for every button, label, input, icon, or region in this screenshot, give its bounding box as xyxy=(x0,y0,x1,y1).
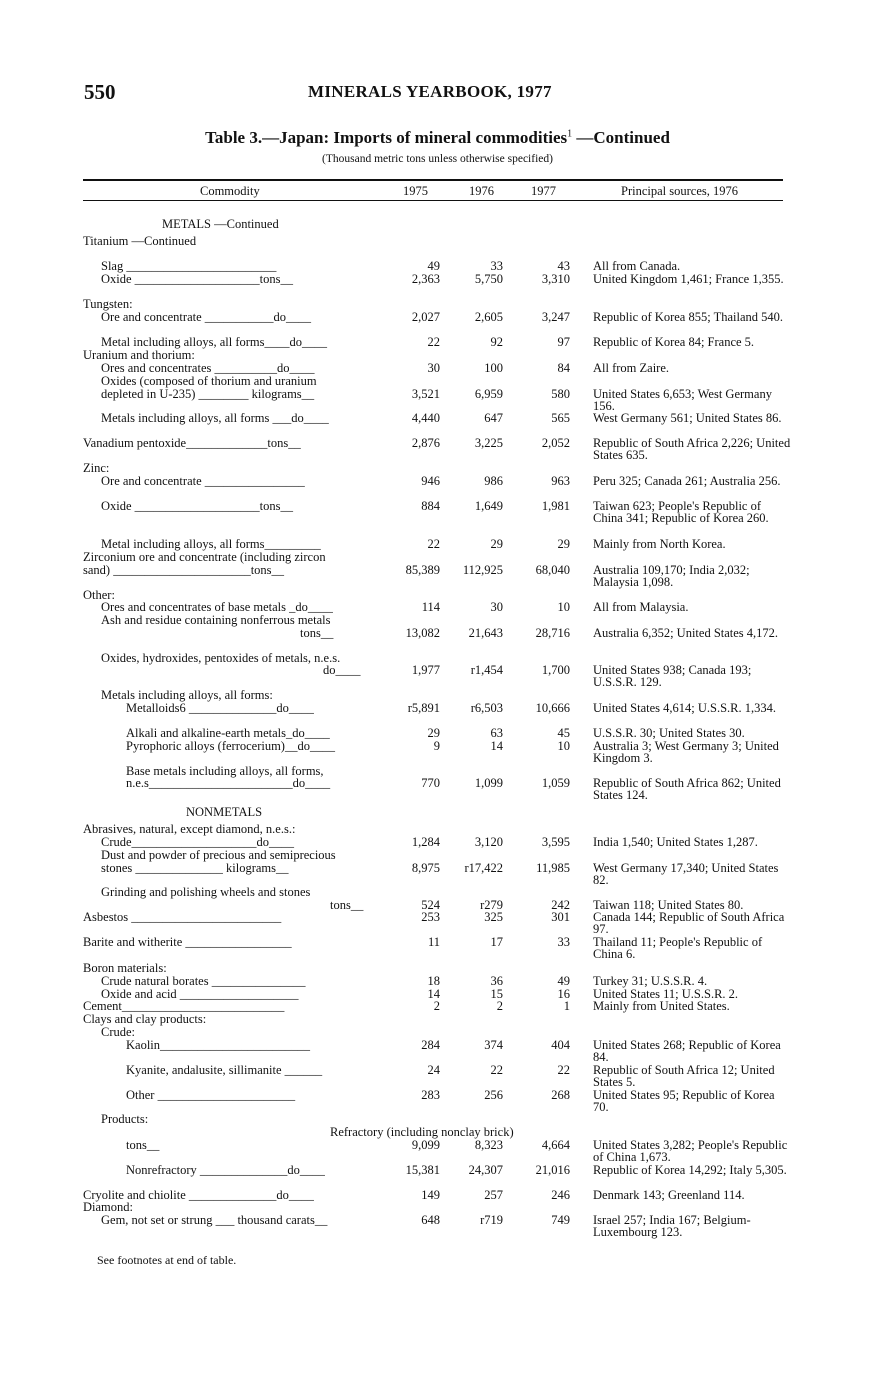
running-title: MINERALS YEARBOOK, 1977 xyxy=(308,82,552,101)
row-label: stones ______________ kilograms__ xyxy=(101,861,289,875)
row-label: Gem, not set or strung ___ thousand carats__ xyxy=(101,1213,328,1227)
row-label: Crude____________________do____ xyxy=(101,835,295,849)
value-1976: 325 xyxy=(484,910,503,924)
principal-sources: United States 95; Republic of Korea 70. xyxy=(593,1088,775,1114)
principal-sources: Mainly from United States. xyxy=(593,999,730,1013)
row-label: tons__ xyxy=(330,898,364,912)
row-label: Other: xyxy=(83,588,115,602)
value-1977: 1,700 xyxy=(541,663,570,677)
value-1976: 3,120 xyxy=(474,835,503,849)
table-top-rule xyxy=(83,179,783,181)
column-header-sources: Principal sources, 1976 xyxy=(621,184,738,198)
value-1975: 22 xyxy=(427,537,440,551)
row-label: Crude natural borates _______________ xyxy=(101,974,306,988)
principal-sources: Australia 109,170; India 2,032; Malaysia 1,098. xyxy=(593,563,750,589)
principal-sources: Taiwan 118; United States 80. xyxy=(593,898,744,912)
row-label: Ore and concentrate ________________ xyxy=(101,474,305,488)
row-label: tons__ xyxy=(300,626,334,640)
value-1976: 21,643 xyxy=(468,626,503,640)
value-1977: 749 xyxy=(551,1213,570,1227)
value-1975: 884 xyxy=(421,499,440,513)
value-1977: 242 xyxy=(551,898,570,912)
principal-sources: All from Canada. xyxy=(593,259,681,273)
row-label: Nonrefractory ______________do____ xyxy=(126,1163,325,1177)
row-label: Cement__________________________ xyxy=(83,999,285,1013)
table-title-text: Table 3.—Japan: Imports of mineral commodities xyxy=(205,128,568,147)
value-1975: 18 xyxy=(427,974,440,988)
row-label: Diamond: xyxy=(83,1200,133,1214)
table-subtitle: (Thousand metric tons unless otherwise specified) xyxy=(322,153,553,165)
row-label: Oxides (composed of thorium and uranium xyxy=(101,374,317,388)
row-label: Boron materials: xyxy=(83,961,167,975)
row-label: depleted in U-235) ________ kilograms__ xyxy=(101,387,315,401)
value-1977: 1,981 xyxy=(541,499,570,513)
value-1977: 16 xyxy=(557,987,570,1001)
principal-sources: Denmark 143; Greenland 114. xyxy=(593,1188,745,1202)
value-1976: 3,225 xyxy=(474,436,503,450)
row-label: Metalloids6 ______________do____ xyxy=(126,701,314,715)
row-label: sand) ______________________tons__ xyxy=(83,563,285,577)
page-number: 550 xyxy=(84,80,116,104)
value-1975: 648 xyxy=(421,1213,440,1227)
principal-sources: West Germany 561; United States 86. xyxy=(593,411,782,425)
value-1975: 283 xyxy=(421,1088,440,1102)
row-label: Clays and clay products: xyxy=(83,1012,207,1026)
value-1976: 15 xyxy=(490,987,503,1001)
value-1976: 22 xyxy=(490,1063,503,1077)
value-1975: 114 xyxy=(421,600,440,614)
column-header-1977: 1977 xyxy=(531,184,556,198)
principal-sources: Thailand 11; People's Republic of China 6. xyxy=(593,935,763,961)
row-label: Products: xyxy=(101,1112,149,1126)
value-1976: 257 xyxy=(484,1188,503,1202)
value-1977: 11,985 xyxy=(536,861,570,875)
value-1975: 9,099 xyxy=(411,1138,440,1152)
value-1976: 2,605 xyxy=(474,310,503,324)
value-1977: 97 xyxy=(557,335,570,349)
value-1977: 2,052 xyxy=(541,436,570,450)
value-1976: 24,307 xyxy=(468,1163,503,1177)
value-1977: 246 xyxy=(551,1188,570,1202)
row-label: Refractory (including nonclay brick) xyxy=(330,1125,514,1139)
row-label: Base metals including alloys, all forms, xyxy=(126,764,324,778)
principal-sources: Republic of Korea 84; France 5. xyxy=(593,335,755,349)
value-1976: 100 xyxy=(484,361,503,375)
row-label: Other ______________________ xyxy=(126,1088,296,1102)
value-1976: r17,422 xyxy=(464,861,503,875)
row-label: Zirconium ore and concentrate (including zircon xyxy=(83,550,326,564)
principal-sources: Australia 6,352; United States 4,172. xyxy=(593,626,779,640)
row-label: Metal including alloys, all forms____do____ xyxy=(101,335,328,349)
value-1976: r279 xyxy=(480,898,503,912)
value-1977: 1 xyxy=(563,999,570,1013)
row-label: Ores and concentrates of base metals _do____ xyxy=(101,600,333,614)
value-1975: 149 xyxy=(421,1188,440,1202)
value-1976: 5,750 xyxy=(474,272,503,286)
value-1975: 946 xyxy=(421,474,440,488)
value-1977: 49 xyxy=(557,974,570,988)
value-1976: r6,503 xyxy=(470,701,503,715)
principal-sources: Peru 325; Canada 261; Australia 256. xyxy=(593,474,781,488)
principal-sources: Mainly from North Korea. xyxy=(593,537,726,551)
value-1975: r5,891 xyxy=(407,701,440,715)
principal-sources: United Kingdom 1,461; France 1,355. xyxy=(593,272,784,286)
row-label: Grinding and polishing wheels and stones xyxy=(101,885,311,899)
value-1976: 1,099 xyxy=(474,776,503,790)
principal-sources: United States 11; U.S.S.R. 2. xyxy=(593,987,739,1001)
value-1976: 2 xyxy=(496,999,503,1013)
table-header-rule xyxy=(83,200,783,201)
value-1976: r719 xyxy=(480,1213,503,1227)
principal-sources: United States 4,614; U.S.S.R. 1,334. xyxy=(593,701,776,715)
principal-sources: United States 268; Republic of Korea 84. xyxy=(593,1038,781,1064)
value-1977: 28,716 xyxy=(535,626,570,640)
principal-sources: United States 938; Canada 193; U.S.S.R. 129. xyxy=(593,663,752,689)
value-1975: 524 xyxy=(421,898,440,912)
section-heading-titanium: Titanium —Continued xyxy=(83,234,197,248)
value-1976: 8,323 xyxy=(474,1138,503,1152)
value-1976: 6,959 xyxy=(474,387,503,401)
value-1977: 10 xyxy=(557,600,570,614)
value-1975: 15,381 xyxy=(405,1163,440,1177)
value-1977: 963 xyxy=(551,474,570,488)
row-label: Abrasives, natural, except diamond, n.e.s.: xyxy=(83,822,296,836)
row-label: tons__ xyxy=(126,1138,160,1152)
value-1975: 2,363 xyxy=(411,272,440,286)
table-title-suffix: —Continued xyxy=(572,128,670,147)
principal-sources: Canada 144; Republic of South Africa 97. xyxy=(593,910,785,936)
value-1975: 9 xyxy=(433,739,440,753)
column-header-commodity: Commodity xyxy=(200,184,260,198)
principal-sources: India 1,540; United States 1,287. xyxy=(593,835,758,849)
principal-sources: Republic of Korea 14,292; Italy 5,305. xyxy=(593,1163,787,1177)
value-1975: 3,521 xyxy=(411,387,440,401)
value-1975: 85,389 xyxy=(405,563,440,577)
principal-sources: U.S.S.R. 30; United States 30. xyxy=(593,726,745,740)
value-1977: 3,247 xyxy=(541,310,570,324)
column-header-1976: 1976 xyxy=(469,184,494,198)
value-1977: 565 xyxy=(551,411,570,425)
value-1975: 14 xyxy=(427,987,440,1001)
value-1975: 1,284 xyxy=(411,835,440,849)
value-1977: 301 xyxy=(551,910,570,924)
row-label: Ash and residue containing nonferrous metals xyxy=(101,613,331,627)
row-label: Oxide ____________________tons__ xyxy=(101,499,294,513)
value-1975: 30 xyxy=(427,361,440,375)
value-1976: 30 xyxy=(490,600,503,614)
row-label: Ore and concentrate ___________do____ xyxy=(101,310,312,324)
value-1975: 24 xyxy=(427,1063,440,1077)
row-label: Barite and witherite _________________ xyxy=(83,935,292,949)
principal-sources: Republic of South Africa 862; United States 124. xyxy=(593,776,781,802)
principal-sources: All from Malaysia. xyxy=(593,600,689,614)
value-1977: 68,040 xyxy=(535,563,570,577)
value-1975: 22 xyxy=(427,335,440,349)
principal-sources: Australia 3; West Germany 3; United Kingdom 3. xyxy=(593,739,779,765)
value-1975: 284 xyxy=(421,1038,440,1052)
value-1977: 10 xyxy=(557,739,570,753)
value-1977: 4,664 xyxy=(541,1138,570,1152)
value-1977: 21,016 xyxy=(535,1163,570,1177)
row-label: Asbestos ________________________ xyxy=(83,910,282,924)
value-1976: 63 xyxy=(490,726,503,740)
value-1975: 11 xyxy=(427,935,440,949)
value-1977: 45 xyxy=(557,726,570,740)
table-title xyxy=(0,128,875,148)
row-label: Metals including alloys, all forms ___do____ xyxy=(101,411,329,425)
principal-sources: Turkey 31; U.S.S.R. 4. xyxy=(593,974,708,988)
title-footnote-marker: 1 xyxy=(567,128,573,140)
value-1977: 22 xyxy=(557,1063,570,1077)
value-1976: 112,925 xyxy=(462,563,503,577)
value-1977: 43 xyxy=(557,259,570,273)
value-1976: 374 xyxy=(484,1038,503,1052)
value-1975: 2,027 xyxy=(411,310,440,324)
section-heading-metals: METALS —Continued xyxy=(162,217,279,231)
row-label: n.e.s_______________________do____ xyxy=(126,776,331,790)
row-label: Alkali and alkaline-earth metals_do____ xyxy=(126,726,330,740)
value-1977: 84 xyxy=(557,361,570,375)
row-label: Cryolite and chiolite ______________do____ xyxy=(83,1188,314,1202)
row-label: Dust and powder of precious and semiprecious xyxy=(101,848,336,862)
principal-sources: Republic of South Africa 12; United States 5. xyxy=(593,1063,775,1089)
value-1976: 1,649 xyxy=(474,499,503,513)
value-1975: 4,440 xyxy=(411,411,440,425)
value-1976: 92 xyxy=(490,335,503,349)
principal-sources: Republic of South Africa 2,226; United States 635. xyxy=(593,436,791,462)
value-1975: 770 xyxy=(421,776,440,790)
value-1976: 256 xyxy=(484,1088,503,1102)
principal-sources: United States 6,653; West Germany 156. xyxy=(593,387,772,413)
value-1975: 253 xyxy=(421,910,440,924)
row-label: Kaolin________________________ xyxy=(126,1038,311,1052)
value-1976: 33 xyxy=(490,259,503,273)
value-1975: 1,977 xyxy=(411,663,440,677)
column-header-1975: 1975 xyxy=(403,184,428,198)
principal-sources: Israel 257; India 167; Belgium-Luxembourg 123. xyxy=(593,1213,751,1239)
value-1975: 49 xyxy=(427,259,440,273)
row-label: Oxides, hydroxides, pentoxides of metals, n.e.s. xyxy=(101,651,341,665)
value-1976: r1,454 xyxy=(470,663,503,677)
value-1977: 3,595 xyxy=(541,835,570,849)
principal-sources: Taiwan 623; People's Republic of China 341; Republic of Korea 260. xyxy=(593,499,769,525)
row-label: Ores and concentrates __________do____ xyxy=(101,361,315,375)
section-heading-nonmetals: NONMETALS xyxy=(186,805,263,819)
principal-sources: Republic of Korea 855; Thailand 540. xyxy=(593,310,784,324)
value-1977: 1,059 xyxy=(541,776,570,790)
value-1977: 10,666 xyxy=(535,701,570,715)
row-label: Crude: xyxy=(101,1025,136,1039)
value-1975: 2,876 xyxy=(411,436,440,450)
value-1977: 33 xyxy=(557,935,570,949)
value-1975: 13,082 xyxy=(405,626,440,640)
principal-sources: All from Zaire. xyxy=(593,361,670,375)
value-1975: 29 xyxy=(427,726,440,740)
row-label: Metal including alloys, all forms_________ xyxy=(101,537,321,551)
value-1976: 647 xyxy=(484,411,503,425)
row-label: Metals including alloys, all forms: xyxy=(101,688,273,702)
principal-sources: United States 3,282; People's Republic of China 1,673. xyxy=(593,1138,788,1164)
value-1977: 268 xyxy=(551,1088,570,1102)
value-1976: 986 xyxy=(484,474,503,488)
row-label: Tungsten: xyxy=(83,297,133,311)
value-1975: 2 xyxy=(433,999,440,1013)
row-label: Slag ________________________ xyxy=(101,259,277,273)
row-label: Oxide ____________________tons__ xyxy=(101,272,294,286)
value-1976: 14 xyxy=(490,739,503,753)
principal-sources: West Germany 17,340; United States 82. xyxy=(593,861,779,887)
value-1976: 29 xyxy=(490,537,503,551)
value-1977: 29 xyxy=(557,537,570,551)
value-1977: 404 xyxy=(551,1038,570,1052)
row-label: Uranium and thorium: xyxy=(83,348,195,362)
value-1977: 3,310 xyxy=(541,272,570,286)
value-1977: 580 xyxy=(551,387,570,401)
row-label: Pyrophoric alloys (ferrocerium)__do____ xyxy=(126,739,335,753)
value-1976: 36 xyxy=(490,974,503,988)
row-label: Zinc: xyxy=(83,461,110,475)
row-label: do____ xyxy=(323,663,361,677)
row-label: Oxide and acid ___________________ xyxy=(101,987,299,1001)
value-1975: 8,975 xyxy=(411,861,440,875)
footnote-reference: See footnotes at end of table. xyxy=(97,1253,237,1267)
row-label: Kyanite, andalusite, sillimanite ______ xyxy=(126,1063,323,1077)
value-1976: 17 xyxy=(490,935,503,949)
row-label: Vanadium pentoxide_____________tons__ xyxy=(83,436,301,450)
